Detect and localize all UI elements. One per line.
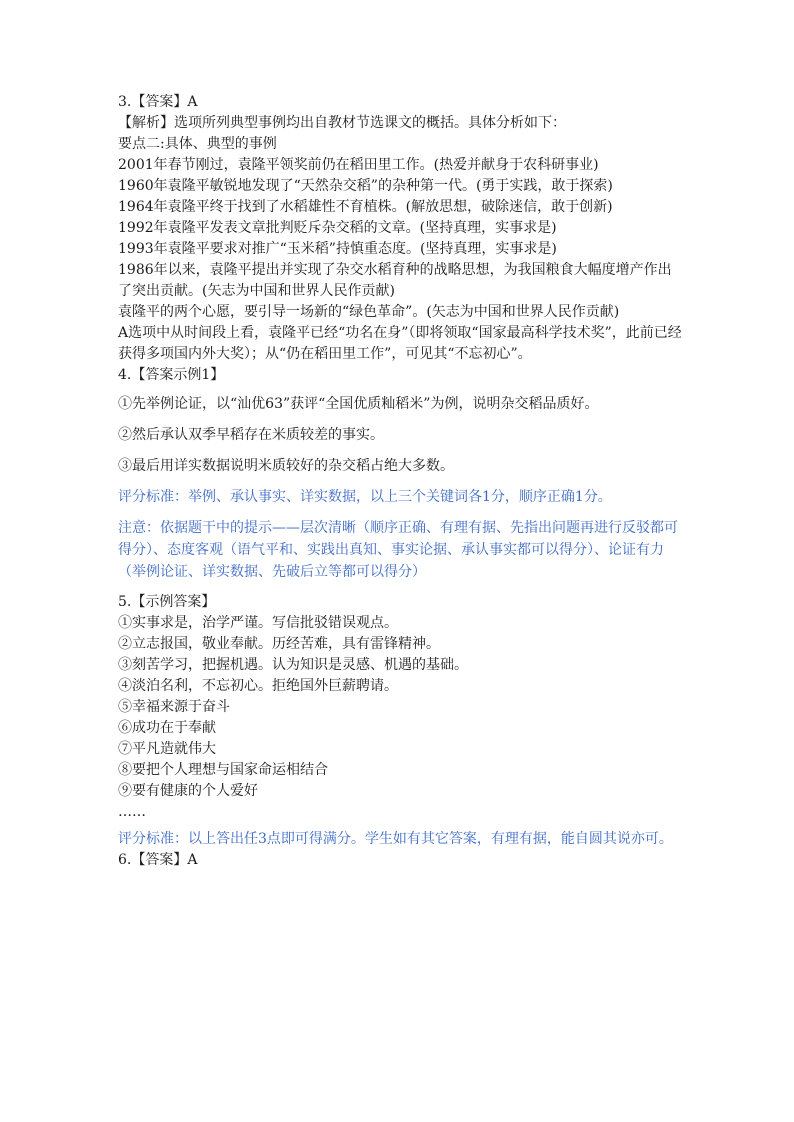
q3-example-wishes: 袁隆平的两个心愿，要引导一场新的“绿色革命”。(矢志为中国和世界人民作贡献)	[118, 304, 620, 320]
q4-note: 注意：依据题干中的提示——层次清晰（顺序正确、有理有据、先指出问题再进行反驳都可得分）、态度客观（语气平和、实践出真知、事实论据、承认事实都可以得分）、论证有力（举例论证、详实数据、先破后立等都可以得分）	[118, 520, 678, 580]
q5-point-7: ⑦平凡造就伟大	[118, 741, 216, 757]
q4-point-1: ①先举例论证，以“汕优63”获评“全国优质籼稻米”为例，说明杂交稻品质好。	[118, 396, 599, 412]
q3-example-1986: 1986年以来，袁隆平提出并实现了杂交水稻育种的战略思想，为我国粮食大幅度增产作出了突出贡献。(矢志为中国和世界人民作贡献)	[118, 262, 672, 299]
q3-example-2001: 2001年春节刚过，袁隆平领奖前仍在稻田里工作。(热爱并献身于农科研事业)	[118, 157, 599, 173]
q5-point-3: ③刻苦学习，把握机遇。认为知识是灵感、机遇的基础。	[118, 657, 468, 673]
q3-example-1960: 1960年袁隆平敏锐地发现了“天然杂交稻”的杂种第一代。(勇于实践，敢于探索)	[118, 178, 613, 194]
q3-example-1992: 1992年袁隆平发表文章批判贬斥杂交稻的文章。(坚持真理，实事求是)	[118, 220, 557, 236]
q5-point-4: ④淡泊名利，不忘初心。拒绝国外巨薪聘请。	[118, 678, 398, 694]
q5-ellipsis: ……	[118, 804, 146, 820]
q5-point-2: ②立志报国，敬业奉献。历经苦难，具有雷锋精神。	[118, 636, 440, 652]
q4-scoring-criteria: 评分标准：举例、承认事实、详实数据，以上三个关键词各1分，顺序正确1分。	[118, 489, 612, 505]
answer-document	[118, 92, 684, 871]
q5-scoring-criteria: 评分标准：以上答出任3点即可得满分。学生如有其它答案，有理有据，能自圆其说亦可。	[118, 831, 673, 847]
q3-example-1993: 1993年袁隆平要求对推广“玉米稻”持慎重态度。(坚持真理，实事求是)	[118, 241, 557, 257]
q5-point-9: ⑨要有健康的个人爱好	[118, 783, 258, 799]
q4-point-3: ③最后用详实数据说明米质较好的杂交稻占绝大多数。	[118, 458, 454, 474]
q5-point-1: ①实事求是，治学严谨。写信批驳错误观点。	[118, 615, 398, 631]
q3-key-point: 要点二:具体、典型的事例	[118, 136, 277, 152]
q5-point-8: ⑧要把个人理想与国家命运相结合	[118, 762, 328, 778]
q5-point-5: ⑤幸福来源于奋斗	[118, 699, 230, 715]
q3-answer: 3.【答案】A	[118, 94, 198, 110]
q3-option-a-analysis: A选项中从时间段上看，袁隆平已经“功名在身”（即将领取“国家最高科学技术奖”，此前已经获得多项国内外大奖）；从“仍在稻田里工作”，可见其“不忘初心”。	[118, 325, 682, 362]
q6-answer: 6.【答案】A	[118, 852, 198, 868]
q4-answer: 4.【答案示例1】	[118, 367, 225, 383]
q4-point-2: ②然后承认双季早稻存在米质较差的事实。	[118, 427, 384, 443]
q5-answer: 5.【示例答案】	[118, 594, 216, 610]
q5-point-6: ⑥成功在于奉献	[118, 720, 216, 736]
q3-analysis-intro: 【解析】选项所列典型事例均出自教材节选课文的概括。具体分析如下：	[118, 115, 566, 131]
q3-example-1964: 1964年袁隆平终于找到了水稻雄性不育植株。(解放思想，破除迷信，敢于创新)	[118, 199, 613, 215]
